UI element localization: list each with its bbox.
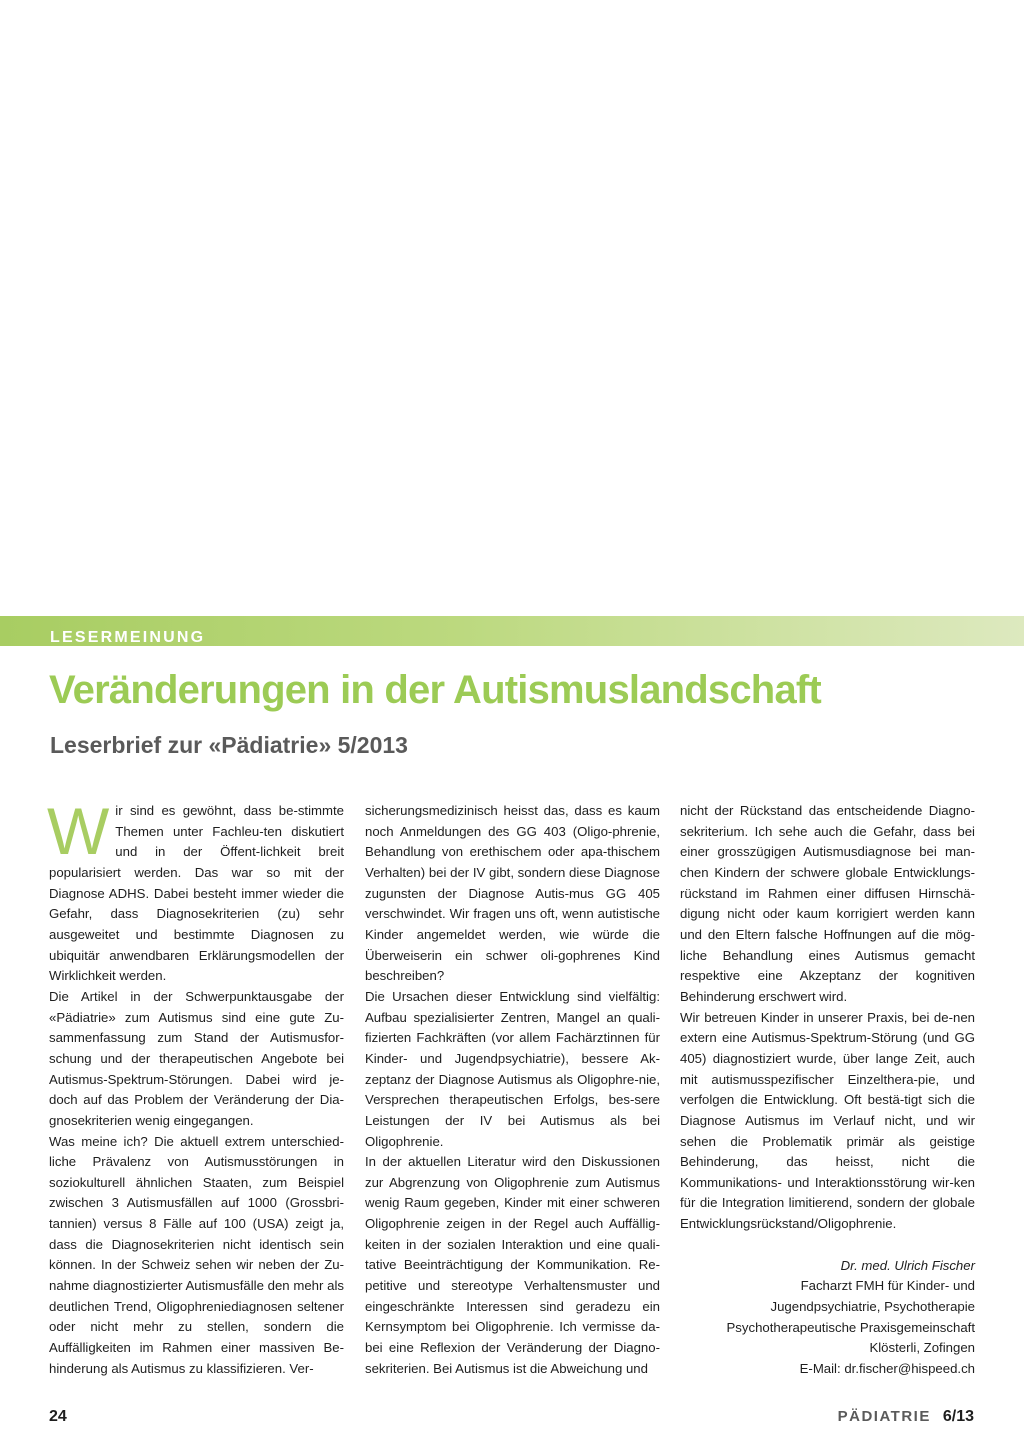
page-number: 24 bbox=[49, 1408, 67, 1425]
footer-journal bbox=[838, 1407, 974, 1427]
author-title: Facharzt FMH für Kinder- und bbox=[800, 1278, 975, 1294]
author-title: Jugendpsychiatrie, Psychotherapie bbox=[770, 1299, 975, 1315]
section-band bbox=[0, 616, 1024, 646]
author-location: Klösterli, Zofingen bbox=[869, 1340, 975, 1356]
text-column-3 bbox=[680, 801, 975, 1380]
paragraph: ir sind es gewöhnt, dass be-stimmte Themen unter Fachleu-ten diskutiert und in der Öffent-lichkeit breit popularisiert werden. Das war so mit der Diagnose ADHS. Dabei besteht immer wieder die Gefahr, dass Diagnosekriterien (zu) sehr ausgeweitet und bestimmte Diagnosen zu ubiquitär anwendbaren Erklärungsmodellen der Wirklichkeit werden. bbox=[49, 803, 344, 984]
journal-logo: PÄDIATRIE bbox=[837, 1408, 931, 1425]
paragraph: In der aktuellen Literatur wird den Diskussionen zur Abgrenzung von Oligophrenie zum Autismus wenig Raum gegeben, Kinder mit einer schweren Oligophrenie zeigen in der Regel auch Auffällig-keiten in der sozialen Interaktion und eine quali-tative Beeinträchtigung der Kommunikation. Re-petitive und stereotype Verhaltensmuster und eingeschränkte Interessen sind geradezu ein Kernsymptom bei Oligophrenie. Ich vermisse da-bei eine Reflexion der Veränderung der Diagno-sekriterien. Bei Autismus ist die Abweichung und bbox=[365, 1154, 660, 1376]
section-label: LESERMEINUNG bbox=[50, 629, 206, 646]
article-subtitle: Leserbrief zur «Pädiatrie» 5/2013 bbox=[50, 732, 408, 758]
issue-number: 6/13 bbox=[942, 1408, 974, 1425]
paragraph: Die Artikel in der Schwerpunktausgabe der «Pädiatrie» zum Autismus sind eine gute Zu-sammenfassung zum Stand der Autismusfor-schung und der therapeutischen Angebote bei Autismus-Spektrum-Störungen. Dabei wird je-doch auf das Problem der Veränderung der Dia-gnosekriterien wenig eingegangen. bbox=[49, 988, 344, 1128]
author-practice: Psychotherapeutische Praxisgemeinschaft bbox=[726, 1319, 975, 1335]
article-title: Veränderungen in der Autismuslandschaft bbox=[49, 668, 821, 712]
paragraph: Die Ursachen dieser Entwicklung sind vielfältig: Aufbau spezialisierter Zentren, Mangel an quali-fizierten Fachkräften (vor allem Fachärztinnen für Kinder- und Jugendpsychiatrie), bessere Ak-zeptanz der Diagnose Autismus als Oligophre-nie, Versprechen therapeutischen Erfolgs, bes-sere Leistungen der IV bei Autismus als bei Oligophrenie. bbox=[365, 988, 660, 1149]
signature-block bbox=[680, 1256, 975, 1380]
author-email: E-Mail: dr.fischer@hispeed.ch bbox=[799, 1361, 975, 1377]
paragraph: nicht der Rückstand das entscheidende Diagno-sekriterium. Ich sehe auch die Gefahr, dass bei einer grosszügigen Autismusdiagnose bei man-chen Kindern der schwere globale Entwicklungs-rückstand im Rahmen einer diffusen Hirnschä-digung nicht oder kaum korrigiert werden kann und den Eltern falsche Hoffnungen auf die mög-liche Behandlung eines Autismus gemacht respektive eine Akzeptanz der kognitiven Behinderung erschwert wird. bbox=[680, 803, 975, 1004]
paragraph: sicherungsmedizinisch heisst das, dass es kaum noch Anmeldungen des GG 403 (Oligo-phrenie, Behandlung von erethischem oder apa-thischem Verhalten) bei der IV gibt, sondern diese Diagnose zugunsten der Diagnose Autis-mus GG 405 verschwindet. Wir fragen uns oft, wenn autistische Kinder angemeldet werden, wie würde die Überweiserin ein schwer oli-gophrenes Kind beschreiben? bbox=[365, 803, 660, 984]
text-column-2 bbox=[365, 801, 660, 1379]
author-name: Dr. med. Ulrich Fischer bbox=[840, 1257, 975, 1273]
paragraph: Wir betreuen Kinder in unserer Praxis, bei de-nen extern eine Autismus-Spektrum-Störung (und GG 405) diagnostiziert wurde, über lange Zeit, auch mit autismusspezifischer Einzelthera-pie, und verfolgen die Entwicklung. Oft bestä-tigt sich die Diagnose Autismus im Verlauf nicht, und wir sehen die Problematik primär als geistige Behinderung, das heisst, nicht die Kommunikations- und Interaktionsstörung wir-ken für die Integration limitierend, sondern der globale Entwicklungsrückstand/Oligophrenie. bbox=[680, 1009, 975, 1232]
text-column-1 bbox=[47, 794, 344, 1379]
drop-cap: W bbox=[47, 794, 110, 868]
paragraph: Was meine ich? Die aktuell extrem unterschied-liche Prävalenz von Autismusstörungen in soziokulturell ähnlichen Staaten, zum Beispiel zwischen 3 Autismusfällen auf 1000 (Grossbri-tannien) versus 8 Fälle auf 100 (USA) zeigt ja, dass die Diagnosekriterien nicht identisch sein können. In der Schweiz sehen wir neben der Zu-nahme diagnostizierter Autismusfälle den mehr als deutlichen Trend, Oligophreniediagnosen seltener oder nicht mehr zu stellen, sondern die Auffälligkeiten im Rahmen einer massiven Be-hinderung als Autismus zu klassifizieren. Ver- bbox=[49, 1133, 344, 1376]
